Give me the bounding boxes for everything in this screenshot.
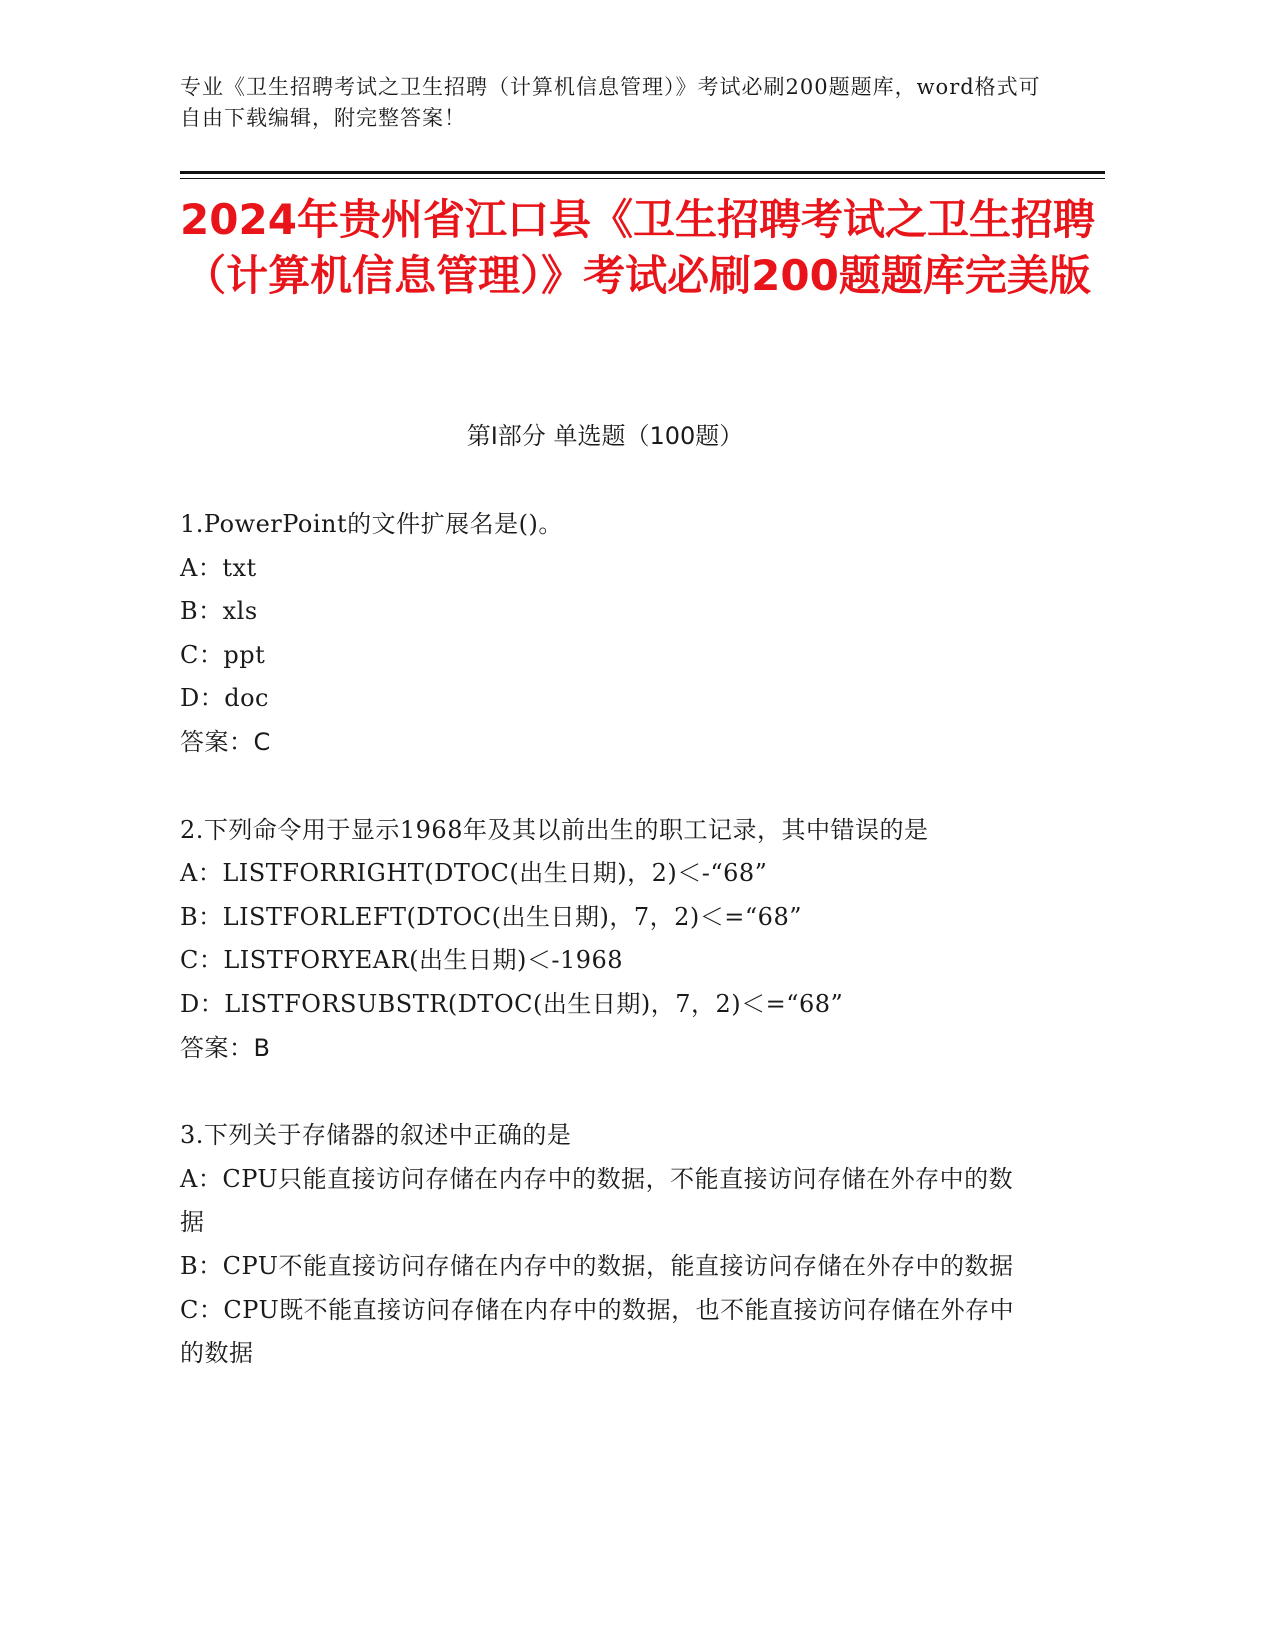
question-1 [180,503,1030,765]
question-2 [180,809,1030,1071]
question-text: 1.PowerPoint的文件扩展名是()。 [180,510,563,538]
option-c: C：ppt [180,640,266,669]
question-3 [180,1114,1030,1376]
section-heading: 第Ⅰ部分 单选题（100题） [466,422,744,450]
option-b: B：LISTFORLEFT(DTOC(出生日期)，7，2)＜=“68” [180,902,802,931]
answer: 答案：B [180,1033,271,1062]
option-a: A：CPU只能直接访问存储在内存中的数据，不能直接访问存储在外存中的数据 [180,1164,1014,1237]
option-d: D：LISTFORSUBSTR(DTOC(出生日期)，7，2)＜=“68” [180,989,844,1018]
option-b: B：xls [180,597,258,626]
option-c: C：LISTFORYEAR(出生日期)＜-1968 [180,946,624,975]
option-b: B：CPU不能直接访问存储在内存中的数据，能直接访问存储在外存中的数据 [180,1251,1014,1280]
option-c: C：CPU既不能直接访问存储在内存中的数据，也不能直接访问存储在外存中的数据 [180,1295,1015,1368]
header-rule-thick [180,171,1105,174]
option-d: D：doc [180,684,269,713]
question-list [180,503,1030,1420]
question-text: 2.下列命令用于显示1968年及其以前出生的职工记录，其中错误的是 [180,815,929,844]
option-a: A：LISTFORRIGHT(DTOC(出生日期)，2)＜-“68” [180,859,768,888]
answer: 答案：C [180,727,271,756]
option-a: A：txt [180,553,257,582]
question-text: 3.下列关于存储器的叙述中正确的是 [180,1121,572,1150]
document-title: 2024年贵州省江口县《卫生招聘考试之卫生招聘（计算机信息管理）》考试必刷200题题库完美版 [180,195,1095,300]
header-rule-thin [180,178,1105,179]
header-note: 专业《卫生招聘考试之卫生招聘（计算机信息管理）》考试必刷200题题库，word格式可自由下载编辑，附完整答案！ [180,75,1041,130]
